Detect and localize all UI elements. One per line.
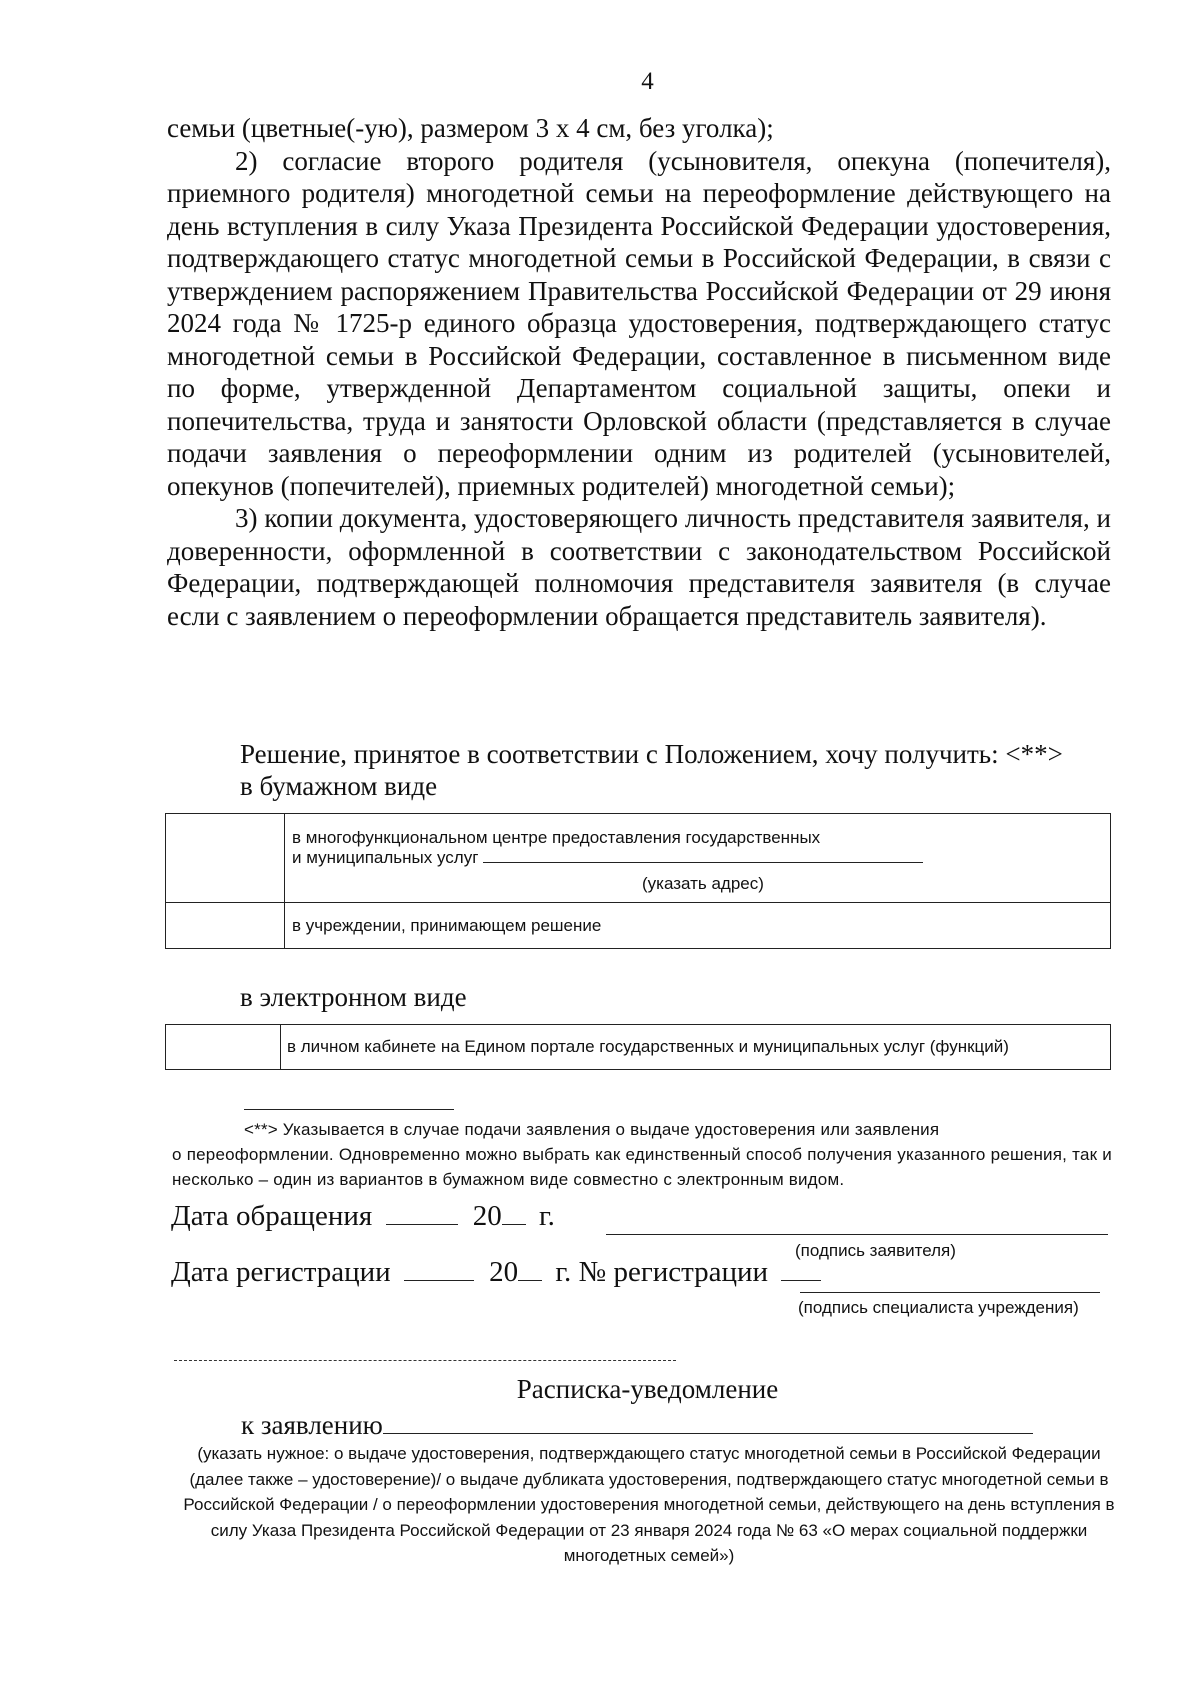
address-hint: (указать адрес): [642, 874, 764, 893]
application-year-field[interactable]: [502, 1223, 526, 1225]
option-portal: [281, 1025, 1111, 1070]
application-date-field[interactable]: [386, 1223, 458, 1225]
paragraph-item-2: 2) согласие второго родителя (усыновителя, опекуна (попечителя), приемного родителя) многодетной семьи на переоформление действующего на день вступления в силу Указа Президента Российской Федерации удостоверения, подтверждающего статус многодетной семьи в Российской Федерации, в связи с утверждением распоряжением Правительства Российской Федерации от 29 июня 2024 года № 1725-р единого образца удостоверения, подтверждающего статус многодетной семьи в Российской Федерации, составленное в письменном виде по форме, утвержденной Департаментом социальной защиты, опеки и попечительства, труда и занятости Орловской области (представляется в случае подачи заявления о переоформлении одним из родителей (усыновителей, опекунов (попечителей), приемных родителей) многодетной семьи);: [167, 145, 1111, 501]
applicant-signature-caption: (подпись заявителя): [795, 1241, 956, 1260]
electronic-options-table: [165, 1024, 1111, 1070]
decision-intro: Решение, принятое в соответствии с Положением, хочу получить: <**>: [240, 739, 1063, 769]
paragraph-continuation: семьи (цветные(-ую), размером 3 х 4 см, без уголка);: [167, 113, 774, 143]
checkbox-portal[interactable]: [166, 1025, 281, 1070]
address-field[interactable]: [483, 862, 923, 863]
option-row-mfc: [166, 814, 1111, 903]
registration-number-label: г. № регистрации: [555, 1256, 769, 1288]
receipt-title: Расписка-уведомление: [516, 1374, 779, 1404]
page-number: 4: [641, 68, 654, 95]
applicant-signature-line[interactable]: [606, 1234, 1108, 1235]
option-row-institution: [166, 903, 1111, 949]
checkbox-institution[interactable]: [166, 903, 285, 949]
application-year-suffix: г.: [539, 1200, 555, 1232]
mfc-text-line2: и муниципальных услуг: [292, 848, 479, 867]
registration-date-field[interactable]: [404, 1279, 474, 1281]
option-mfc: [285, 814, 1111, 903]
option-row-portal: [166, 1025, 1111, 1070]
application-date-label: Дата обращения: [171, 1200, 373, 1232]
paper-form-label: в бумажном виде: [240, 771, 438, 801]
receipt-note: (указать нужное: о выдаче удостоверения, подтверждающего статус многодетной семьи в Российской Федерации (далее также – удостоверение)/ о выдаче дубликата удостоверения, подтверждающего статус многодетной семьи в Российской Федерации / о переоформлении удостоверения многодетной семьи, действующего на день вступления в силу Указа Президента Российской Федерации от 23 января 2024 года № 63 «О мерах социальной поддержки многодетных семей»): [183, 1444, 1115, 1565]
application-year-prefix: 20: [472, 1200, 502, 1232]
application-date-row: [171, 1200, 555, 1233]
registration-number-field[interactable]: [781, 1279, 821, 1281]
footnote-separator: [244, 1109, 454, 1110]
specialist-signature-line[interactable]: [800, 1292, 1100, 1293]
registration-date-row: [171, 1256, 821, 1289]
receipt-to-field[interactable]: [383, 1432, 1033, 1434]
receipt-to-row: [241, 1410, 1033, 1441]
institution-text: в учреждении, принимающем решение: [292, 916, 602, 935]
specialist-signature-caption: (подпись специалиста учреждения): [798, 1298, 1079, 1317]
portal-text: в личном кабинете на Едином портале государственных и муниципальных услуг (функций): [287, 1037, 1009, 1056]
cut-line: [174, 1360, 676, 1361]
option-institution: [285, 903, 1111, 949]
receipt-to-label: к заявлению: [241, 1410, 383, 1440]
registration-year-field[interactable]: [518, 1279, 542, 1281]
footnote-line1: <**> Указывается в случае подачи заявления о выдаче удостоверения или заявления: [244, 1120, 940, 1139]
registration-year-prefix: 20: [489, 1256, 519, 1288]
footnote: [172, 1117, 1112, 1192]
registration-date-label: Дата регистрации: [171, 1256, 391, 1288]
checkbox-mfc[interactable]: [166, 814, 285, 903]
paragraph-item-3: 3) копии документа, удостоверяющего личность представителя заявителя, и доверенности, оформленной в соответствии с законодательством Российской Федерации, подтверждающей полномочия представителя заявителя (в случае если с заявлением о переоформлении обращается представитель заявителя).: [167, 503, 1111, 631]
electronic-form-label: в электронном виде: [240, 982, 467, 1012]
main-text: [167, 112, 1111, 632]
mfc-text-line1: в многофункциональном центре предоставления государственных: [292, 828, 821, 847]
footnote-line2: о переоформлении. Одновременно можно выбрать как единственный способ получения указанного решения, так и несколько – один из вариантов в бумажном виде совместно с электронным видом.: [172, 1145, 1112, 1189]
paper-options-table: [165, 813, 1111, 949]
